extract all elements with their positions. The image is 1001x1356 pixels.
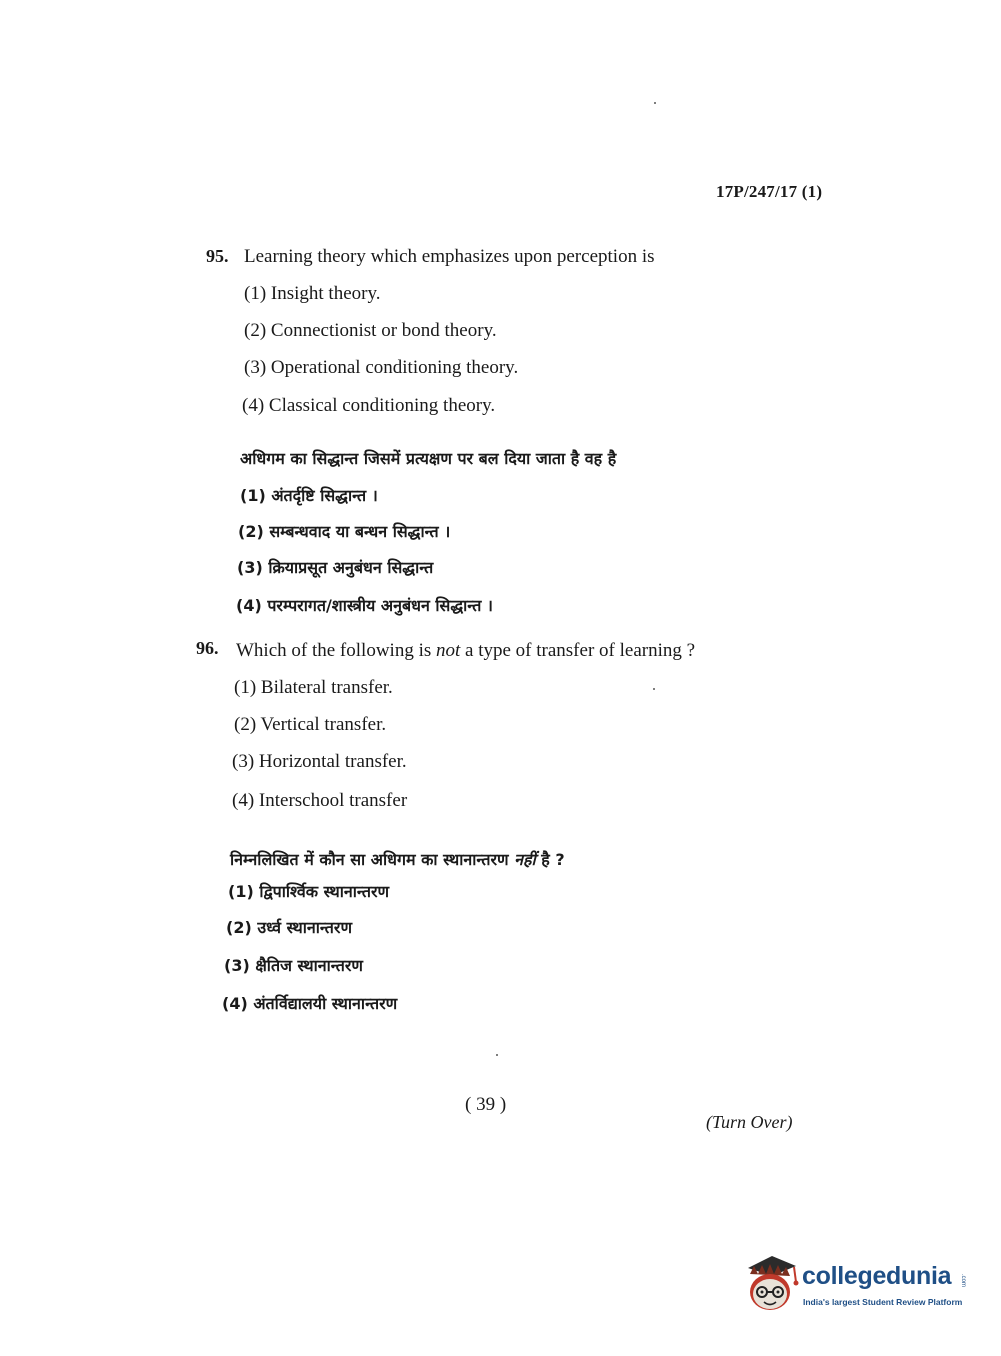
paper-code: 17P/247/17 (1) xyxy=(716,182,823,201)
logo-tagline: India's largest Student Review Platform xyxy=(803,1297,963,1307)
scan-speck xyxy=(654,102,656,104)
question-95-option-2-hi: (2) सम्बन्धवाद या बन्धन सिद्धान्त । xyxy=(238,522,451,541)
question-96-text-hi-emphasis: नहीं xyxy=(514,850,536,869)
question-96-text-en xyxy=(236,640,695,662)
question-96-text-en-emphasis: not xyxy=(436,640,461,661)
question-96-option-4-hi: (4) अंतर्विद्यालयी स्थानान्तरण xyxy=(222,994,398,1013)
question-95-option-3-en: (3) Operational conditioning theory. xyxy=(244,357,519,378)
question-95-text-en: Learning theory which emphasizes upon perception is xyxy=(244,246,655,267)
student-mascot-icon xyxy=(742,1252,802,1316)
question-96-option-3-en: (3) Horizontal transfer. xyxy=(232,751,407,772)
question-96-text-hi-part-2: है ? xyxy=(535,850,565,869)
scan-speck xyxy=(653,688,655,690)
question-95-text-hi: अधिगम का सिद्धान्त जिसमें प्रत्यक्षण पर बल दिया जाता है वह है xyxy=(240,449,617,468)
question-95-option-1-en: (1) Insight theory. xyxy=(244,283,381,304)
question-96-option-2-hi: (2) उर्ध्व स्थानान्तरण xyxy=(226,918,353,937)
question-96-option-4-en: (4) Interschool transfer xyxy=(232,790,408,811)
question-96-option-3-hi: (3) क्षैतिज स्थानान्तरण xyxy=(224,956,363,975)
question-95-option-4-hi: (4) परम्परागत/शास्त्रीय अनुबंधन सिद्धान्त । xyxy=(236,596,493,615)
question-96-text-en-part-1: Which of the following is xyxy=(236,640,436,661)
logo-wordmark: collegedunia xyxy=(802,1262,952,1290)
question-96-option-1-en: (1) Bilateral transfer. xyxy=(234,677,393,698)
page-number: ( 39 ) xyxy=(465,1094,507,1115)
turn-over-note: (Turn Over) xyxy=(706,1112,793,1132)
question-95-number: 95. xyxy=(206,246,229,266)
question-95-option-3-hi: (3) क्रियाप्रसूत अनुबंधन सिद्धान्त xyxy=(237,558,434,577)
question-96-text-en-part-2: a type of transfer of learning ? xyxy=(460,640,696,661)
question-95-option-4-en: (4) Classical conditioning theory. xyxy=(242,395,496,416)
question-95-option-2-en: (2) Connectionist or bond theory. xyxy=(244,320,497,341)
scan-speck xyxy=(496,1054,498,1056)
question-96-number: 96. xyxy=(196,638,219,658)
collegedunia-logo xyxy=(742,1252,972,1316)
logo-domain-suffix: .com xyxy=(960,1274,966,1288)
question-96-text-hi xyxy=(230,848,565,870)
question-96-option-2-en: (2) Vertical transfer. xyxy=(234,714,387,735)
question-96-text-hi-part-1: निम्नलिखित में कौन सा अधिगम का स्थानान्तरण xyxy=(230,850,515,869)
question-96-option-1-hi: (1) द्विपार्श्विक स्थानान्तरण xyxy=(228,882,390,901)
question-95-option-1-hi: (1) अंतर्दृष्टि सिद्धान्त । xyxy=(240,486,378,505)
